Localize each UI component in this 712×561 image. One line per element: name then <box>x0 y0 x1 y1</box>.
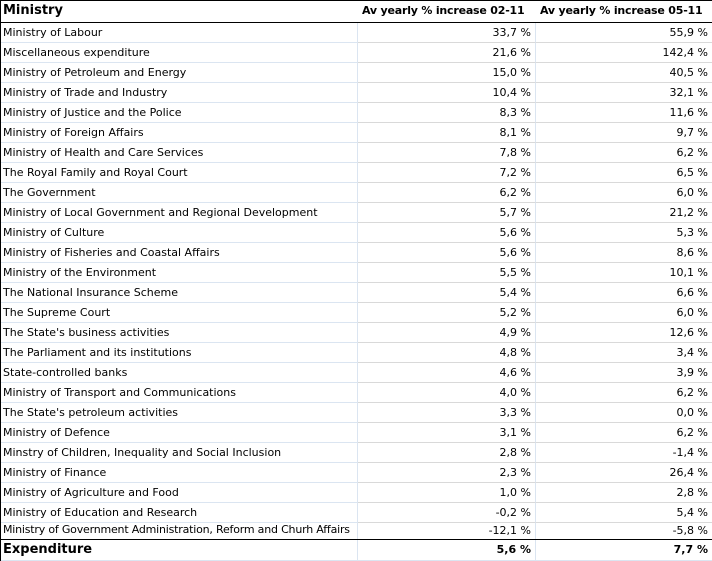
table-row <box>1 503 712 523</box>
total-label-cell: Expenditure <box>1 540 358 560</box>
ministry-cell: Ministry of Foreign Affairs <box>1 123 358 143</box>
ministry-cell: Ministry of Fisheries and Coastal Affairs <box>1 243 358 263</box>
ministry-cell: The National Insurance Scheme <box>1 283 358 303</box>
increase-02-11-cell: 7,8 % <box>358 143 536 163</box>
table-row <box>1 463 712 483</box>
increase-05-11-cell: 10,1 % <box>536 263 712 283</box>
increase-02-11-cell: 7,2 % <box>358 163 536 183</box>
table-row <box>1 483 712 503</box>
increase-05-11-cell: 0,0 % <box>536 403 712 423</box>
ministry-cell: Ministry of Local Government and Regional Development <box>1 203 358 223</box>
increase-02-11-cell: 5,2 % <box>358 303 536 323</box>
increase-05-11-cell: 40,5 % <box>536 63 712 83</box>
increase-02-11-cell: 5,6 % <box>358 243 536 263</box>
increase-05-11-cell: 6,2 % <box>536 383 712 403</box>
total-increase-05-11-cell: 7,7 % <box>673 543 708 556</box>
table-row <box>1 523 712 539</box>
table-row <box>1 363 712 383</box>
increase-02-11-cell: 5,4 % <box>358 283 536 303</box>
increase-02-11-cell: 6,2 % <box>358 183 536 203</box>
increase-05-11-cell: -1,4 % <box>536 443 712 463</box>
increase-02-11-cell: 4,6 % <box>358 363 536 383</box>
table-row <box>1 243 712 263</box>
table-row <box>1 23 712 43</box>
table-row <box>1 163 712 183</box>
table-row <box>1 383 712 403</box>
table-row <box>1 63 712 83</box>
table-row <box>1 403 712 423</box>
ministry-cell: The State's petroleum activities <box>1 403 358 423</box>
increase-02-11-cell: 2,8 % <box>358 443 536 463</box>
ministry-cell: Ministry of Justice and the Police <box>1 103 358 123</box>
increase-02-11-cell: 8,1 % <box>358 123 536 143</box>
ministry-cell: Ministry of Health and Care Services <box>1 143 358 163</box>
increase-05-11-cell: 6,2 % <box>536 423 712 443</box>
table-row <box>1 423 712 443</box>
ministry-cell: Ministry of Government Administration, Reform and Churh Affairs <box>1 523 358 539</box>
header-ministry: Ministry <box>3 3 63 18</box>
ministry-cell: Ministry of Petroleum and Energy <box>1 63 358 83</box>
ministry-cell: Minstry of Children, Inequality and Social Inclusion <box>1 443 358 463</box>
increase-05-11-cell: 5,4 % <box>536 503 712 523</box>
table-row <box>1 83 712 103</box>
ministry-cell: The Royal Family and Royal Court <box>1 163 358 183</box>
header-increase-02-11: Av yearly % increase 02-11 <box>362 4 525 17</box>
ministry-cell: The State's business activities <box>1 323 358 343</box>
table-row <box>1 183 712 203</box>
increase-02-11-cell: 1,0 % <box>358 483 536 503</box>
increase-02-11-cell: 5,6 % <box>358 223 536 243</box>
ministry-cell: State-controlled banks <box>1 363 358 383</box>
increase-05-11-cell: 6,6 % <box>536 283 712 303</box>
table-row <box>1 203 712 223</box>
table-row <box>1 143 712 163</box>
increase-05-11-cell: 26,4 % <box>536 463 712 483</box>
ministry-cell: Ministry of Agriculture and Food <box>1 483 358 503</box>
table-row <box>1 343 712 363</box>
increase-02-11-cell: 21,6 % <box>358 43 536 63</box>
ministry-cell: The Government <box>1 183 358 203</box>
ministry-cell: Ministry of Finance <box>1 463 358 483</box>
table-row <box>1 103 712 123</box>
increase-05-11-cell: 142,4 % <box>536 43 712 63</box>
increase-05-11-cell: 21,2 % <box>536 203 712 223</box>
increase-05-11-cell: 12,6 % <box>536 323 712 343</box>
ministry-cell: Ministry of Trade and Industry <box>1 83 358 103</box>
increase-02-11-cell: -12,1 % <box>358 523 536 539</box>
table-row <box>1 303 712 323</box>
ministry-cell: Ministry of Labour <box>1 23 358 43</box>
increase-05-11-cell: 6,5 % <box>536 163 712 183</box>
increase-05-11-cell: 6,0 % <box>536 183 712 203</box>
increase-02-11-cell: 33,7 % <box>358 23 536 43</box>
table-row <box>1 443 712 463</box>
increase-05-11-cell: 32,1 % <box>536 83 712 103</box>
total-increase-02-11-cell: 5,6 % <box>358 540 536 560</box>
ministry-cell: Ministry of Culture <box>1 223 358 243</box>
increase-05-11-cell: 55,9 % <box>536 23 712 43</box>
ministry-cell: The Supreme Court <box>1 303 358 323</box>
table-row <box>1 123 712 143</box>
table-row <box>1 223 712 243</box>
increase-02-11-cell: 15,0 % <box>358 63 536 83</box>
increase-05-11-cell: 8,6 % <box>536 243 712 263</box>
table-row <box>1 323 712 343</box>
increase-02-11-cell: 5,7 % <box>358 203 536 223</box>
increase-02-11-cell: 3,1 % <box>358 423 536 443</box>
ministry-cell: Ministry of Education and Research <box>1 503 358 523</box>
header-increase-05-11: Av yearly % increase 05-11 <box>540 4 703 17</box>
increase-02-11-cell: 4,8 % <box>358 343 536 363</box>
table-row <box>1 263 712 283</box>
table-header-row <box>1 1 712 23</box>
increase-05-11-cell: 3,4 % <box>536 343 712 363</box>
ministry-cell: Ministry of Defence <box>1 423 358 443</box>
increase-05-11-cell: 2,8 % <box>536 483 712 503</box>
increase-05-11-cell: 6,0 % <box>536 303 712 323</box>
increase-05-11-cell: 9,7 % <box>536 123 712 143</box>
ministry-cell: Ministry of the Environment <box>1 263 358 283</box>
ministry-cell: Miscellaneous expenditure <box>1 43 358 63</box>
ministry-cell: Ministry of Transport and Communications <box>1 383 358 403</box>
increase-02-11-cell: 2,3 % <box>358 463 536 483</box>
increase-05-11-cell: 3,9 % <box>536 363 712 383</box>
table-row <box>1 283 712 303</box>
total-row <box>1 539 712 561</box>
ministry-cell: The Parliament and its institutions <box>1 343 358 363</box>
increase-02-11-cell: -0,2 % <box>358 503 536 523</box>
increase-02-11-cell: 8,3 % <box>358 103 536 123</box>
increase-02-11-cell: 3,3 % <box>358 403 536 423</box>
increase-02-11-cell: 4,0 % <box>358 383 536 403</box>
increase-05-11-cell: -5,8 % <box>672 524 708 537</box>
table-row <box>1 43 712 63</box>
increase-05-11-cell: 5,3 % <box>536 223 712 243</box>
increase-05-11-cell: 11,6 % <box>536 103 712 123</box>
increase-02-11-cell: 5,5 % <box>358 263 536 283</box>
table-body <box>1 23 712 539</box>
increase-02-11-cell: 10,4 % <box>358 83 536 103</box>
increase-02-11-cell: 4,9 % <box>358 323 536 343</box>
increase-05-11-cell: 6,2 % <box>536 143 712 163</box>
